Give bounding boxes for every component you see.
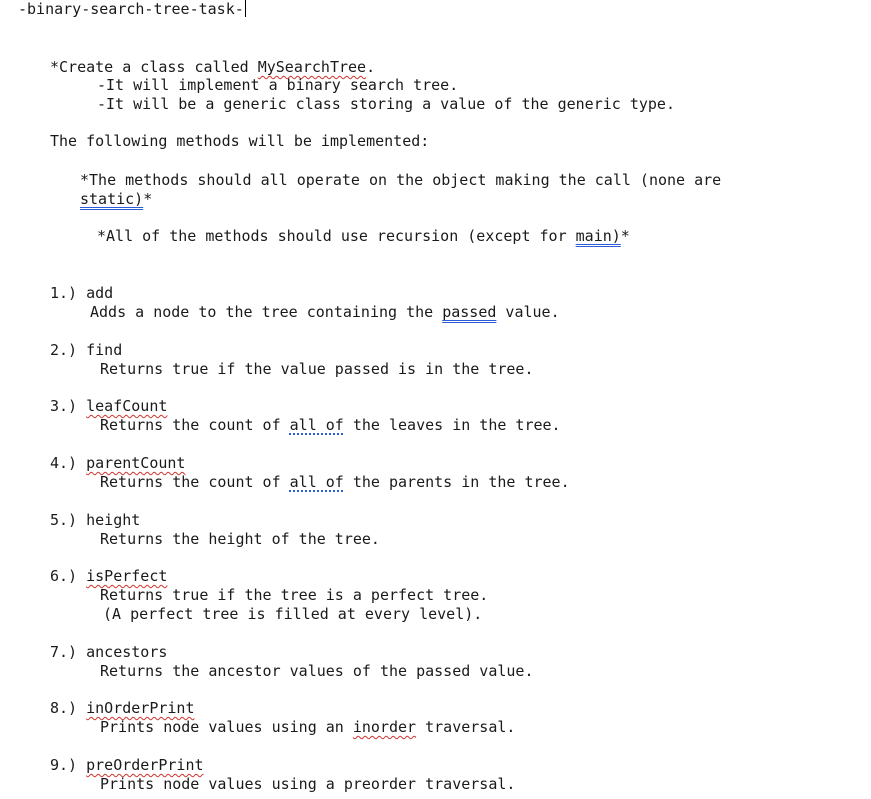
method-6-description-note: (A perfect tree is filled at every level). bbox=[103, 605, 483, 623]
document-title: -binary-search-tree-task- bbox=[18, 0, 244, 18]
spelling-flag-inorderprint: inOrderPrint bbox=[86, 699, 195, 717]
text-cursor bbox=[245, 0, 246, 17]
spelling-flag-parentcount: parentCount bbox=[86, 454, 186, 472]
spelling-flag-leafcount: leafCount bbox=[86, 397, 168, 415]
method-5-description: Returns the height of the tree. bbox=[100, 530, 380, 548]
intro-line-1: *Create a class called MySearchTree. bbox=[50, 58, 376, 76]
method-3-heading: 3.) leafCount bbox=[50, 397, 168, 415]
grammar-flag-passed: passed bbox=[442, 303, 497, 321]
method-7-description: Returns the ancestor values of the passed value. bbox=[100, 662, 534, 680]
method-6-description: Returns true if the tree is a perfect tree. bbox=[100, 586, 489, 604]
method-4-heading: 4.) parentCount bbox=[50, 454, 186, 472]
style-flag-all-of: all of bbox=[289, 416, 344, 434]
spelling-flag-preorderprint: preOrderPrint bbox=[86, 756, 204, 774]
style-flag-all-of: all of bbox=[289, 473, 344, 491]
method-3-description: Returns the count of all of the leaves in the tree. bbox=[100, 416, 561, 434]
spelling-flag-isperfect: isPerfect bbox=[86, 567, 168, 585]
method-1-heading: 1.) add bbox=[50, 284, 114, 302]
methods-heading: The following methods will be implemented: bbox=[50, 132, 430, 150]
grammar-flag-main: main) bbox=[575, 227, 621, 245]
note-1-line-2: static)* bbox=[80, 190, 153, 208]
method-4-description: Returns the count of all of the parents in the tree. bbox=[100, 473, 570, 491]
method-2-heading: 2.) find bbox=[50, 341, 123, 359]
method-2-description: Returns true if the value passed is in the tree. bbox=[100, 360, 534, 378]
method-8-description: Prints node values using an inorder traversal. bbox=[100, 718, 516, 736]
method-6-heading: 6.) isPerfect bbox=[50, 567, 168, 585]
note-2: *All of the methods should use recursion (except for main)* bbox=[97, 227, 630, 245]
method-9-heading: 9.) preOrderPrint bbox=[50, 756, 204, 774]
method-7-heading: 7.) ancestors bbox=[50, 643, 168, 661]
intro-line-2: -It will implement a binary search tree. bbox=[97, 76, 459, 94]
note-1-line-1: *The methods should all operate on the object making the call (none are bbox=[80, 171, 722, 189]
class-name-spelling-flag: MySearchTree bbox=[257, 58, 367, 76]
method-9-description: Prints node values using a preorder traversal. bbox=[100, 775, 516, 793]
grammar-flag-static: static) bbox=[80, 190, 144, 208]
method-8-heading: 8.) inOrderPrint bbox=[50, 699, 195, 717]
spelling-flag-inorder: inorder bbox=[352, 718, 417, 736]
intro-line-3: -It will be a generic class storing a value of the generic type. bbox=[97, 95, 675, 113]
method-1-description: Adds a node to the tree containing the passed value. bbox=[90, 303, 560, 321]
method-5-heading: 5.) height bbox=[50, 511, 141, 529]
